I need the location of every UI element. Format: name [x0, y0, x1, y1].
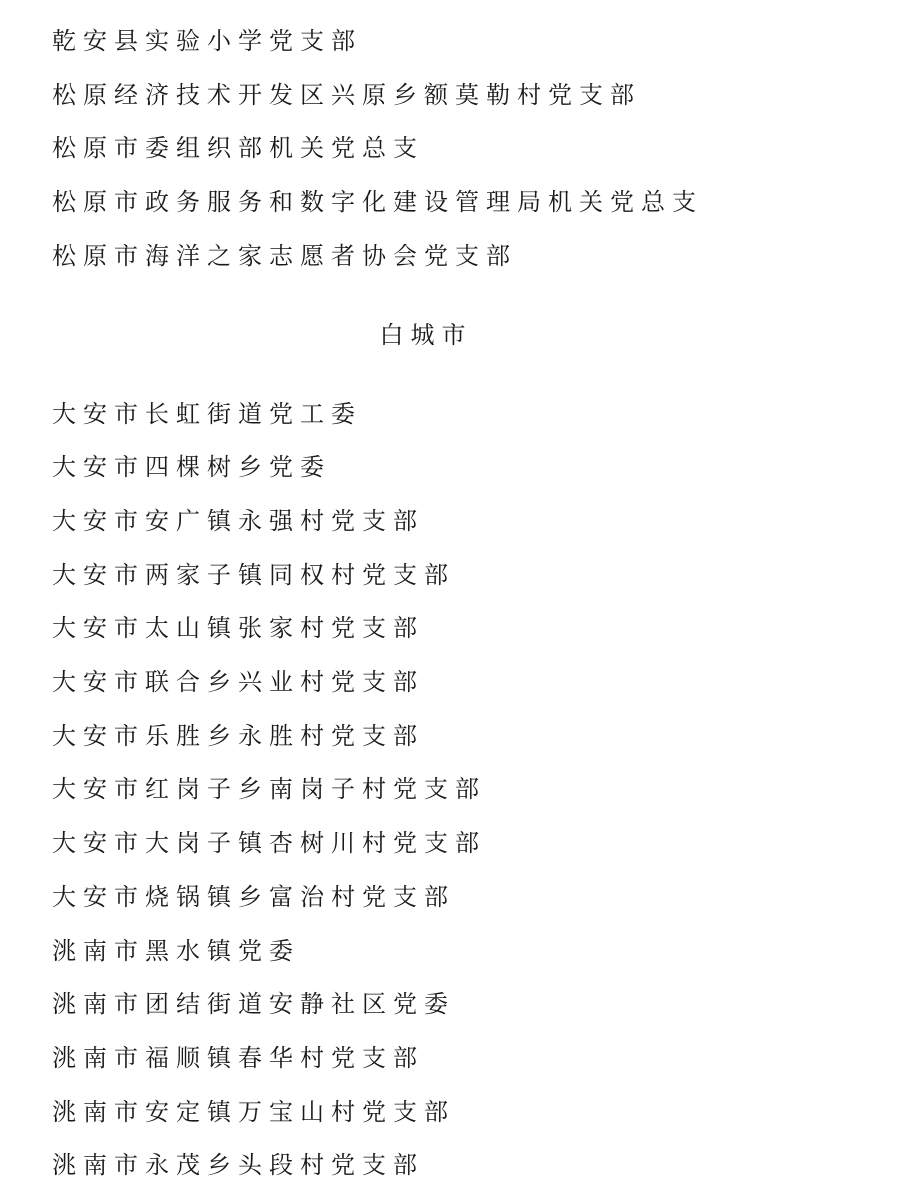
list-item: 大安市大岗子镇杏树川村党支部	[52, 829, 486, 858]
list-item: 大安市烧锅镇乡富治村党支部	[52, 882, 455, 911]
list-item: 大安市安广镇永强村党支部	[52, 507, 424, 535]
list-item: 乾安县实验小学党支部	[52, 27, 362, 55]
list-item: 大安市乐胜乡永胜村党支部	[52, 721, 424, 750]
list-item: 大安市两家子镇同权村党支部	[52, 560, 455, 589]
list-item: 洮南市福顺镇春华村党支部	[52, 1043, 424, 1072]
list-item: 大安市四棵树乡党委	[52, 453, 331, 482]
list-item: 洮南市安定镇万宝山村党支部	[52, 1097, 455, 1126]
list-item: 洮南市黑水镇党委	[52, 936, 300, 965]
list-item: 洮南市团结街道安静社区党委	[52, 990, 455, 1019]
document-body	[52, 15, 852, 1193]
list-item: 松原市政务服务和数字化建设管理局机关党总支	[52, 188, 703, 217]
list-item: 洮南市永茂乡头段村党支部	[52, 1151, 424, 1180]
section-heading: 白城市	[379, 320, 473, 349]
list-item: 松原市海洋之家志愿者协会党支部	[52, 241, 517, 270]
list-item: 大安市联合乡兴业村党支部	[52, 668, 424, 697]
list-item: 大安市太山镇张家村党支部	[52, 614, 424, 643]
list-item: 大安市长虹街道党工委	[52, 399, 362, 428]
section-baicheng-list	[52, 388, 852, 1193]
list-item: 大安市红岗子乡南岗子村党支部	[52, 775, 486, 804]
list-item: 松原经济技术开发区兴原乡额莫勒村党支部	[52, 80, 641, 109]
section-songyuan-list	[52, 15, 852, 283]
list-item: 松原市委组织部机关党总支	[52, 134, 424, 163]
